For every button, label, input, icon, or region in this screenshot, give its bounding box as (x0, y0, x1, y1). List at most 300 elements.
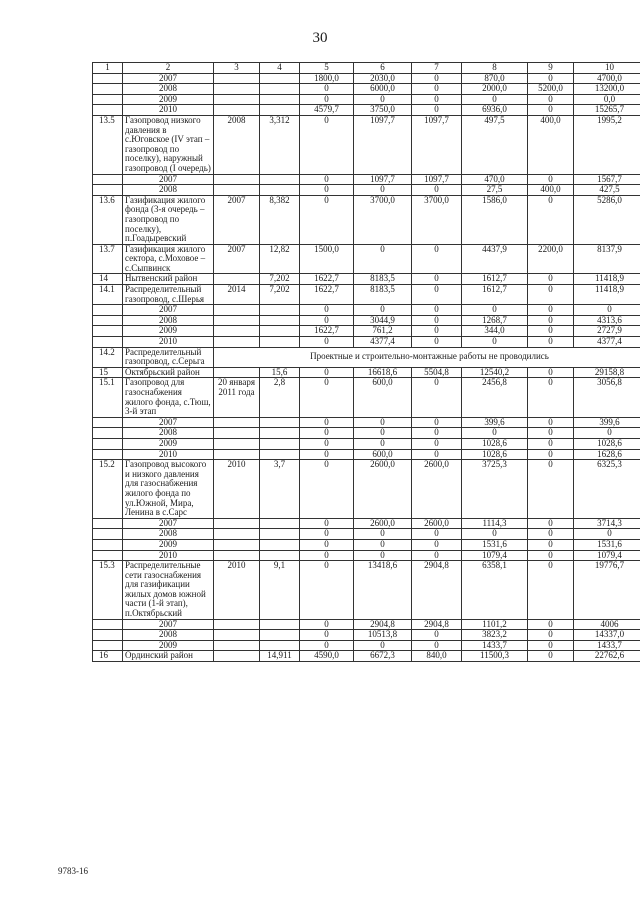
table-row (93, 428, 640, 439)
page-number: 30 (312, 30, 328, 46)
row-value: 0 (528, 428, 574, 439)
row-value: 0 (412, 438, 462, 449)
row-object-name: Распределительный газопровод, с.Серьга (123, 347, 214, 367)
row-value: 400,0 (528, 185, 574, 196)
table-row (93, 630, 640, 641)
row-value: 344,0 (462, 326, 528, 337)
row-value: 0 (300, 195, 354, 244)
row-commission-year (214, 449, 260, 460)
row-value: 11418,9 (574, 285, 640, 305)
row-year: 2007 (123, 73, 214, 84)
row-commission-year (214, 518, 260, 529)
row-number (93, 438, 123, 449)
row-value: 0 (528, 378, 574, 417)
row-object-name: Распределительные сети газоснабжения для газификации жилых домов южной части (1-й этап), п.Октябрьский (123, 561, 214, 620)
row-length (260, 94, 300, 105)
row-value: 1079,4 (462, 550, 528, 561)
row-number: 15 (93, 367, 123, 378)
row-length (260, 529, 300, 540)
row-value: 1531,6 (462, 539, 528, 550)
row-commission-year (214, 274, 260, 285)
row-length (260, 449, 300, 460)
row-value: 0 (412, 285, 462, 305)
row-value: 2030,0 (354, 73, 412, 84)
row-number (93, 174, 123, 185)
column-header: 2 (123, 63, 214, 74)
table-row (93, 518, 640, 529)
row-length (260, 185, 300, 196)
row-number (93, 305, 123, 316)
row-value: 0 (300, 174, 354, 185)
row-year: 2007 (123, 174, 214, 185)
row-length (260, 518, 300, 529)
row-value: 400,0 (528, 115, 574, 174)
row-value: 3044,9 (354, 315, 412, 326)
row-number: 14.2 (93, 347, 123, 367)
table-row (93, 619, 640, 630)
row-value: 0 (412, 73, 462, 84)
row-value: 0 (300, 185, 354, 196)
row-value: 840,0 (412, 651, 462, 662)
row-value: 0 (528, 518, 574, 529)
row-value: 0 (412, 428, 462, 439)
row-year: 2008 (123, 428, 214, 439)
row-number (93, 619, 123, 630)
table-row (93, 115, 640, 174)
row-value: 0 (300, 539, 354, 550)
column-header: 1 (93, 63, 123, 74)
row-value: 0 (528, 529, 574, 540)
row-commission-year: 2007 (214, 244, 260, 274)
table-row (93, 174, 640, 185)
row-length: 12,82 (260, 244, 300, 274)
row-commission-year (214, 315, 260, 326)
column-header: 7 (412, 63, 462, 74)
table-row (93, 539, 640, 550)
row-value: 12540,2 (462, 367, 528, 378)
row-number (93, 550, 123, 561)
row-value: 0 (412, 84, 462, 95)
row-value: 3700,0 (412, 195, 462, 244)
row-length (260, 315, 300, 326)
row-commission-year: 2010 (214, 460, 260, 519)
row-commission-year (214, 73, 260, 84)
row-value: 0 (300, 449, 354, 460)
row-number: 13.5 (93, 115, 123, 174)
row-year: 2010 (123, 337, 214, 348)
row-value: 4437,9 (462, 244, 528, 274)
row-value: 4006 (574, 619, 640, 630)
row-commission-year: 2014 (214, 285, 260, 305)
row-year: 2007 (123, 518, 214, 529)
row-value: 13418,6 (354, 561, 412, 620)
row-year: 2008 (123, 630, 214, 641)
row-commission-year (214, 619, 260, 630)
row-value: 0 (412, 417, 462, 428)
row-commission-year (214, 630, 260, 641)
row-value: 5286,0 (574, 195, 640, 244)
row-number: 14.1 (93, 285, 123, 305)
row-value: 0 (354, 417, 412, 428)
row-length: 3,7 (260, 460, 300, 519)
row-value: 2904,8 (354, 619, 412, 630)
row-value: 0 (412, 539, 462, 550)
row-length: 14,911 (260, 651, 300, 662)
row-value: 2000,0 (462, 84, 528, 95)
row-value: 0 (300, 378, 354, 417)
row-value: 14337,0 (574, 630, 640, 641)
row-value: 1433,7 (574, 640, 640, 651)
row-value: 427,5 (574, 185, 640, 196)
row-value: 1612,7 (462, 285, 528, 305)
row-value: 0,0 (574, 94, 640, 105)
row-value: 22762,6 (574, 651, 640, 662)
row-length (260, 417, 300, 428)
column-header: 8 (462, 63, 528, 74)
row-value: 1612,7 (462, 274, 528, 285)
row-value: 0 (528, 305, 574, 316)
row-value: 4590,0 (300, 651, 354, 662)
row-value: 1079,4 (574, 550, 640, 561)
table-row (93, 285, 640, 305)
row-object-name: Нытвенский район (123, 274, 214, 285)
row-year: 2010 (123, 105, 214, 116)
row-value: 0 (354, 305, 412, 316)
row-value: 1097,7 (354, 174, 412, 185)
row-number (93, 105, 123, 116)
row-value: 0 (412, 274, 462, 285)
row-commission-year (214, 438, 260, 449)
row-object-name: Распределительный газопровод, с.Шерья (123, 285, 214, 305)
row-length: 7,202 (260, 285, 300, 305)
row-commission-year: 2008 (214, 115, 260, 174)
row-year: 2009 (123, 438, 214, 449)
row-length (260, 630, 300, 641)
row-year: 2007 (123, 619, 214, 630)
row-number: 13.7 (93, 244, 123, 274)
row-year: 2007 (123, 305, 214, 316)
row-value: 3823,2 (462, 630, 528, 641)
row-commission-year (214, 428, 260, 439)
row-value: 13200,0 (574, 84, 640, 95)
row-value: 0 (412, 244, 462, 274)
table-row (93, 347, 640, 367)
row-value: 0 (412, 449, 462, 460)
row-number (93, 539, 123, 550)
row-value: 0 (412, 185, 462, 196)
row-value: 6325,3 (574, 460, 640, 519)
row-length: 8,382 (260, 195, 300, 244)
row-value: 0 (528, 174, 574, 185)
row-value: 0 (300, 315, 354, 326)
row-value: 0 (528, 539, 574, 550)
row-number: 13.6 (93, 195, 123, 244)
table-row (93, 651, 640, 662)
row-year: 2010 (123, 449, 214, 460)
row-value: 0 (412, 105, 462, 116)
table-row (93, 84, 640, 95)
row-number (93, 185, 123, 196)
row-value: 0 (300, 460, 354, 519)
row-value: 1800,0 (300, 73, 354, 84)
row-value: 0 (574, 529, 640, 540)
row-value: 2904,8 (412, 619, 462, 630)
row-number (93, 84, 123, 95)
row-commission-year (214, 651, 260, 662)
table-row (93, 378, 640, 417)
row-value: 1567,7 (574, 174, 640, 185)
row-commission-year (214, 326, 260, 337)
row-value: 0 (574, 305, 640, 316)
row-commission-year: 2007 (214, 195, 260, 244)
row-year: 2009 (123, 94, 214, 105)
row-object-name: Ординский район (123, 651, 214, 662)
row-length: 7,202 (260, 274, 300, 285)
table-row (93, 337, 640, 348)
row-note: Проектные и строительно-монтажные работы не проводились (214, 347, 640, 367)
row-value: 2904,8 (412, 561, 462, 620)
row-value: 1114,3 (462, 518, 528, 529)
row-value: 0 (300, 640, 354, 651)
row-commission-year (214, 539, 260, 550)
row-commission-year (214, 640, 260, 651)
row-value: 470,0 (462, 174, 528, 185)
row-value: 497,5 (462, 115, 528, 174)
row-value: 0 (462, 94, 528, 105)
row-object-name: Октябрьский район (123, 367, 214, 378)
row-value: 761,2 (354, 326, 412, 337)
row-length: 9,1 (260, 561, 300, 620)
row-value: 1433,7 (462, 640, 528, 651)
row-value: 8183,5 (354, 274, 412, 285)
row-value: 0 (528, 561, 574, 620)
row-value: 0 (412, 315, 462, 326)
row-value: 0 (412, 630, 462, 641)
row-value: 1028,6 (462, 438, 528, 449)
row-number (93, 630, 123, 641)
row-year: 2010 (123, 550, 214, 561)
row-value: 8137,9 (574, 244, 640, 274)
row-number: 15.1 (93, 378, 123, 417)
row-year: 2008 (123, 315, 214, 326)
row-value: 2600,0 (412, 518, 462, 529)
row-value: 1586,0 (462, 195, 528, 244)
row-length (260, 550, 300, 561)
row-commission-year (214, 305, 260, 316)
row-value: 0 (412, 305, 462, 316)
row-value: 6936,0 (462, 105, 528, 116)
row-value: 0 (528, 640, 574, 651)
row-value: 1028,6 (462, 449, 528, 460)
row-value: 0 (300, 305, 354, 316)
row-value: 4313,6 (574, 315, 640, 326)
row-value: 0 (528, 274, 574, 285)
row-length (260, 640, 300, 651)
row-length (260, 84, 300, 95)
row-number: 15.2 (93, 460, 123, 519)
row-length: 3,312 (260, 115, 300, 174)
row-year: 2007 (123, 417, 214, 428)
column-header: 6 (354, 63, 412, 74)
row-value: 0 (354, 539, 412, 550)
table-row (93, 561, 640, 620)
row-value: 0 (300, 94, 354, 105)
table-row (93, 244, 640, 274)
row-value: 0 (412, 640, 462, 651)
row-year: 2009 (123, 539, 214, 550)
row-number (93, 337, 123, 348)
row-object-name: Газификация жилого фонда (3-я очередь – газопровод по поселку), п.Гоадыревский (123, 195, 214, 244)
row-value: 4700,0 (574, 73, 640, 84)
row-length (260, 539, 300, 550)
row-value: 0 (528, 438, 574, 449)
row-value: 3750,0 (354, 105, 412, 116)
row-value: 6000,0 (354, 84, 412, 95)
column-header: 9 (528, 63, 574, 74)
row-value: 5200,0 (528, 84, 574, 95)
row-value: 0 (528, 73, 574, 84)
row-value: 2456,8 (462, 378, 528, 417)
row-commission-year (214, 529, 260, 540)
table-row (93, 195, 640, 244)
row-number (93, 315, 123, 326)
row-value: 2600,0 (354, 518, 412, 529)
row-value: 1097,7 (412, 115, 462, 174)
row-value: 5504,8 (412, 367, 462, 378)
row-year: 2008 (123, 84, 214, 95)
row-length (260, 619, 300, 630)
table-row (93, 529, 640, 540)
column-header: 4 (260, 63, 300, 74)
row-value: 0 (354, 438, 412, 449)
row-value: 19776,7 (574, 561, 640, 620)
row-value: 0 (574, 428, 640, 439)
row-length (260, 305, 300, 316)
row-value: 1628,6 (574, 449, 640, 460)
table-row (93, 417, 640, 428)
row-year: 2008 (123, 185, 214, 196)
row-commission-year (214, 550, 260, 561)
row-number (93, 428, 123, 439)
row-value: 2200,0 (528, 244, 574, 274)
table-row (93, 305, 640, 316)
row-value: 0 (300, 428, 354, 439)
row-value: 0 (300, 630, 354, 641)
row-length: 2,8 (260, 378, 300, 417)
row-commission-year: 2010 (214, 561, 260, 620)
row-year: 2009 (123, 326, 214, 337)
row-value: 0 (528, 449, 574, 460)
row-value: 0 (528, 630, 574, 641)
row-length: 15,6 (260, 367, 300, 378)
row-value: 0 (462, 305, 528, 316)
row-value: 4377,4 (354, 337, 412, 348)
row-value: 0 (528, 105, 574, 116)
row-number (93, 449, 123, 460)
row-value: 1097,7 (412, 174, 462, 185)
row-value: 29158,8 (574, 367, 640, 378)
row-value: 0 (300, 550, 354, 561)
row-length (260, 438, 300, 449)
row-value: 399,6 (462, 417, 528, 428)
row-value: 600,0 (354, 449, 412, 460)
table-row (93, 94, 640, 105)
row-value: 0 (300, 529, 354, 540)
row-length (260, 337, 300, 348)
row-value: 0 (412, 337, 462, 348)
row-value: 0 (412, 550, 462, 561)
row-value: 0 (528, 315, 574, 326)
row-length (260, 73, 300, 84)
row-value: 399,6 (574, 417, 640, 428)
row-value: 0 (300, 115, 354, 174)
row-number: 16 (93, 651, 123, 662)
row-value: 3700,0 (354, 195, 412, 244)
row-value: 15265,7 (574, 105, 640, 116)
row-value: 3056,8 (574, 378, 640, 417)
row-value: 0 (300, 337, 354, 348)
row-value: 0 (354, 640, 412, 651)
row-value: 6358,1 (462, 561, 528, 620)
row-value: 0 (412, 94, 462, 105)
table-row (93, 185, 640, 196)
row-object-name: Газопровод низкого давления в с.Юговское (IV этап – газопровод по поселку), наружный газопровод (I очередь) (123, 115, 214, 174)
footer-code: 9783-16 (58, 866, 88, 876)
row-value: 3714,3 (574, 518, 640, 529)
table-row (93, 274, 640, 285)
row-number: 15.3 (93, 561, 123, 620)
row-value: 2727,9 (574, 326, 640, 337)
row-commission-year (214, 367, 260, 378)
row-number (93, 529, 123, 540)
row-length (260, 326, 300, 337)
row-value: 0 (412, 378, 462, 417)
row-number (93, 94, 123, 105)
table-row (93, 438, 640, 449)
row-value: 0 (300, 417, 354, 428)
table-row (93, 640, 640, 651)
row-number (93, 326, 123, 337)
row-value: 11500,3 (462, 651, 528, 662)
row-length (260, 105, 300, 116)
row-value: 0 (300, 561, 354, 620)
row-number (93, 640, 123, 651)
row-value: 0 (528, 367, 574, 378)
table-row (93, 105, 640, 116)
row-year: 2009 (123, 640, 214, 651)
row-value: 6672,3 (354, 651, 412, 662)
row-value: 0 (412, 529, 462, 540)
row-value: 0 (300, 619, 354, 630)
row-value: 0 (528, 651, 574, 662)
row-value: 8183,5 (354, 285, 412, 305)
row-commission-year: 20 января 2011 года (214, 378, 260, 417)
row-commission-year (214, 185, 260, 196)
row-value: 0 (300, 84, 354, 95)
row-value: 1622,7 (300, 274, 354, 285)
row-value: 0 (462, 337, 528, 348)
row-value: 0 (412, 326, 462, 337)
row-value: 0 (462, 529, 528, 540)
row-value: 0 (354, 529, 412, 540)
row-value: 0 (354, 94, 412, 105)
row-value: 0 (528, 460, 574, 519)
row-value: 0 (354, 550, 412, 561)
row-value: 1622,7 (300, 326, 354, 337)
row-value: 1101,2 (462, 619, 528, 630)
row-commission-year (214, 337, 260, 348)
row-value: 16618,6 (354, 367, 412, 378)
